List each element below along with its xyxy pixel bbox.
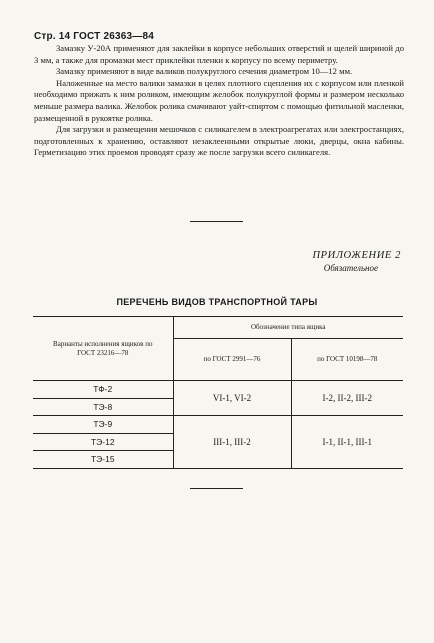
header-gost-2991: по ГОСТ 2991—76: [173, 339, 291, 381]
variant-cell: ТЭ-8: [33, 398, 173, 416]
header-variants: Варианты исполнения ящиков по ГОСТ 23216—78: [33, 317, 173, 381]
separator-rule-bottom: [190, 488, 243, 489]
paragraph-roller: Наложенные на место валики замазки в целях плотного сцепления их с корпусом или пленкой необходимо прижать к ним роликом, имеющим желобок полукруглой формы и размером несколько меньше размера валика. Желобок ролика смачивают уайт-спиртом с помощью фитильной масленки, размещенной в рукоятке ролика.: [34, 77, 404, 123]
transport-table: [33, 316, 403, 469]
variant-cell: ТЭ-12: [33, 433, 173, 451]
separator-rule-top: [190, 221, 243, 222]
header-gost-10198: по ГОСТ 10198—78: [291, 339, 403, 381]
paragraph-silica-gel: Для загрузки и размещения мешочков с силикагелем в электроагрегатах или электростанциях, подготовленных к хранению, оставляют незаклеенными открытые люки, дверцы, окна кабины. Герметизацию этих проемов проводят сразу же после загрузки всего силикагеля.: [34, 124, 404, 158]
gost-2991-cell: III-1, III-2: [173, 416, 291, 469]
gost-10198-cell: I-2, II-2, III-2: [291, 381, 403, 416]
appendix-title: ПРИЛОЖЕНИЕ 2: [312, 250, 401, 261]
gost-2991-cell: VI-1, VI-2: [173, 381, 291, 416]
table-row: [33, 416, 403, 434]
body-text: [34, 43, 404, 159]
header-box-type: Обозначение типа ящика: [173, 317, 403, 339]
page-header: Стр. 14 ГОСТ 26363—84: [34, 31, 154, 42]
paragraph-putty-usage: Замазку У-20А применяют для заклейки в корпусе небольших отверстий и щелей шириной до 3 мм, а также для промазки мест приклейки пленки к корпусу по всему периметру.: [34, 43, 404, 65]
paragraph-putty-diameter: Замазку применяют в виде валиков полукруглого сечения диаметром 10—12 мм.: [56, 66, 353, 77]
gost-10198-cell: I-1, II-1, III-1: [291, 416, 403, 469]
variant-cell: ТЭ-15: [33, 451, 173, 469]
variant-cell: ТЭ-9: [33, 416, 173, 434]
table-row: [33, 381, 403, 399]
table-title: ПЕРЕЧЕНЬ ВИДОВ ТРАНСПОРТНОЙ ТАРЫ: [116, 297, 318, 307]
appendix-subtitle: Обязательное: [323, 263, 378, 273]
variant-cell: ТФ-2: [33, 381, 173, 399]
